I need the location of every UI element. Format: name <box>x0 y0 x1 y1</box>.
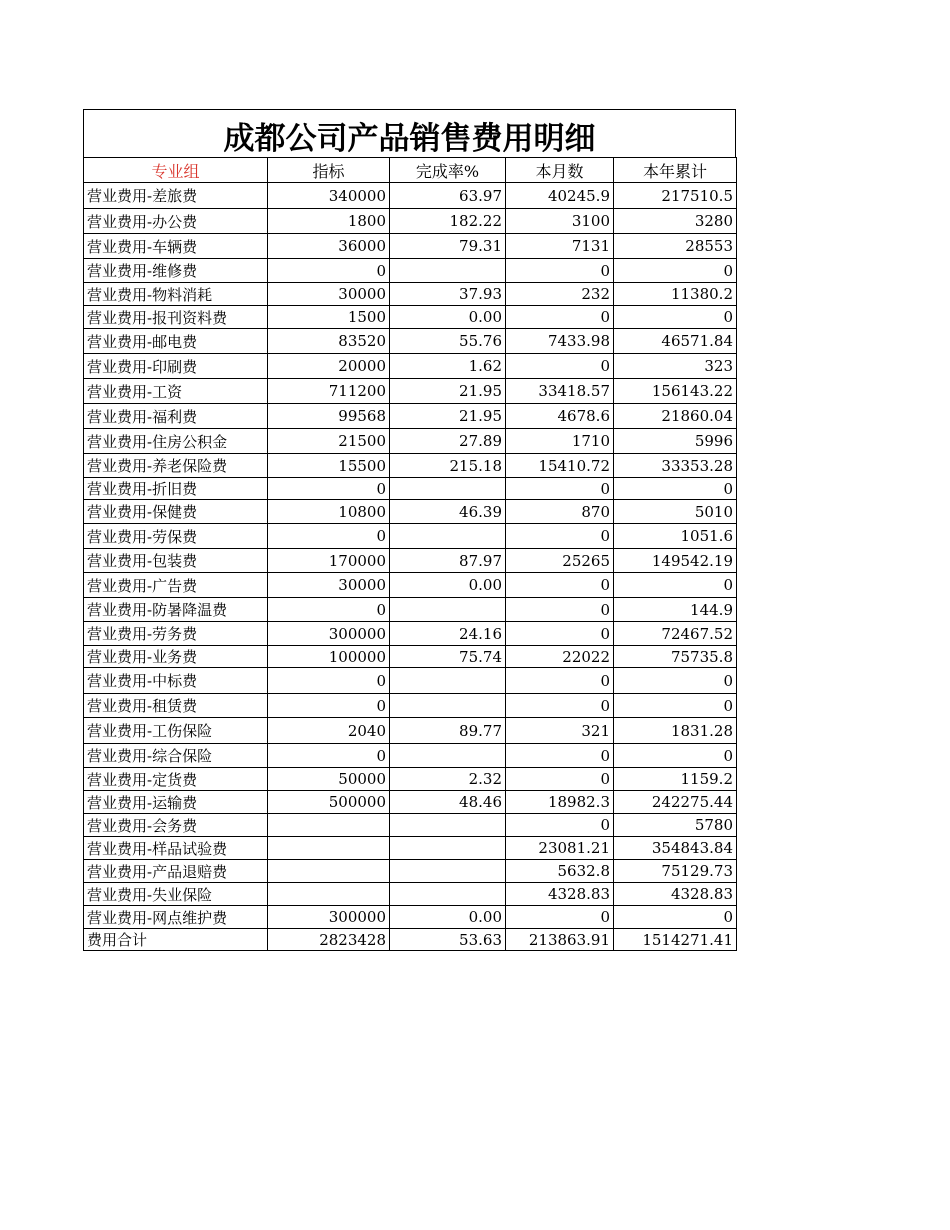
cell-year-to-date[interactable]: 33353.28 <box>614 454 737 478</box>
cell-this-month[interactable]: 870 <box>506 500 614 524</box>
cell-label[interactable]: 营业费用-邮电费 <box>84 329 268 354</box>
table-row <box>84 549 737 573</box>
cell-target[interactable]: 83520 <box>268 329 390 354</box>
table-row <box>84 454 737 478</box>
cell-year-to-date[interactable]: 75735.8 <box>614 646 737 668</box>
cell-completion-rate[interactable] <box>390 883 506 906</box>
cell-target[interactable]: 2040 <box>268 718 390 744</box>
header-cell-completion-rate[interactable]: 完成率% <box>390 158 506 183</box>
cell-completion-rate[interactable]: 48.46 <box>390 791 506 814</box>
table-row <box>84 306 737 329</box>
cell-this-month[interactable]: 3100 <box>506 209 614 234</box>
cell-target[interactable]: 0 <box>268 598 390 622</box>
cell-this-month[interactable]: 0 <box>506 259 614 283</box>
cell-this-month[interactable]: 0 <box>506 668 614 694</box>
cell-year-to-date[interactable]: 1051.6 <box>614 524 737 549</box>
cell-label[interactable]: 营业费用-租赁费 <box>84 694 268 718</box>
cell-this-month[interactable]: 18982.3 <box>506 791 614 814</box>
cell-label[interactable]: 营业费用-产品退赔费 <box>84 860 268 883</box>
cell-completion-rate[interactable]: 21.95 <box>390 379 506 404</box>
cell-this-month[interactable]: 0 <box>506 354 614 379</box>
cell-label[interactable]: 营业费用-住房公积金 <box>84 429 268 454</box>
cell-label[interactable]: 营业费用-维修费 <box>84 259 268 283</box>
cell-completion-rate[interactable] <box>390 814 506 837</box>
cell-label[interactable]: 营业费用-福利费 <box>84 404 268 429</box>
cell-this-month[interactable]: 4678.6 <box>506 404 614 429</box>
header-cell-group[interactable]: 专业组 <box>84 158 268 183</box>
cell-year-to-date[interactable]: 242275.44 <box>614 791 737 814</box>
table-row <box>84 183 737 209</box>
cell-target[interactable]: 1500 <box>268 306 390 329</box>
cell-completion-rate[interactable] <box>390 598 506 622</box>
cell-target[interactable]: 20000 <box>268 354 390 379</box>
cell-target[interactable]: 170000 <box>268 549 390 573</box>
cell-target[interactable]: 10800 <box>268 500 390 524</box>
table-row <box>84 234 737 259</box>
cell-completion-rate[interactable]: 46.39 <box>390 500 506 524</box>
cell-label[interactable]: 营业费用-网点维护费 <box>84 906 268 929</box>
table-row <box>84 768 737 791</box>
cell-this-month[interactable]: 0 <box>506 524 614 549</box>
cell-completion-rate[interactable]: 0.00 <box>390 906 506 929</box>
header-row <box>84 158 737 183</box>
cell-year-to-date[interactable]: 5010 <box>614 500 737 524</box>
cell-this-month[interactable]: 321 <box>506 718 614 744</box>
cell-completion-rate[interactable] <box>390 478 506 500</box>
cell-completion-rate[interactable]: 53.63 <box>390 929 506 951</box>
cell-target[interactable]: 36000 <box>268 234 390 259</box>
cell-target[interactable]: 30000 <box>268 573 390 598</box>
cell-completion-rate[interactable] <box>390 860 506 883</box>
cell-completion-rate[interactable] <box>390 694 506 718</box>
sheet-title: 成都公司产品销售费用明细 <box>83 109 736 157</box>
table-row <box>84 478 737 500</box>
cell-target[interactable]: 500000 <box>268 791 390 814</box>
cell-label[interactable]: 营业费用-印刷费 <box>84 354 268 379</box>
cell-this-month[interactable]: 40245.9 <box>506 183 614 209</box>
cell-this-month[interactable]: 23081.21 <box>506 837 614 860</box>
cell-this-month[interactable]: 4328.83 <box>506 883 614 906</box>
cell-year-to-date[interactable]: 0 <box>614 573 737 598</box>
table-row <box>84 524 737 549</box>
cell-completion-rate[interactable]: 87.97 <box>390 549 506 573</box>
cell-this-month[interactable]: 0 <box>506 906 614 929</box>
cell-year-to-date[interactable]: 1159.2 <box>614 768 737 791</box>
cell-completion-rate[interactable]: 55.76 <box>390 329 506 354</box>
cell-completion-rate[interactable] <box>390 259 506 283</box>
table-row <box>84 694 737 718</box>
table-row <box>84 429 737 454</box>
cell-year-to-date[interactable]: 0 <box>614 259 737 283</box>
cell-label[interactable]: 营业费用-广告费 <box>84 573 268 598</box>
cell-this-month[interactable]: 0 <box>506 598 614 622</box>
cell-target[interactable] <box>268 814 390 837</box>
header-cell-target[interactable]: 指标 <box>268 158 390 183</box>
cell-year-to-date[interactable]: 21860.04 <box>614 404 737 429</box>
table-row <box>84 837 737 860</box>
cell-this-month[interactable]: 0 <box>506 768 614 791</box>
cell-target[interactable]: 0 <box>268 259 390 283</box>
cell-completion-rate[interactable]: 0.00 <box>390 306 506 329</box>
table-row <box>84 404 737 429</box>
table-row <box>84 379 737 404</box>
table-row <box>84 646 737 668</box>
table-row <box>84 883 737 906</box>
cell-label[interactable]: 营业费用-综合保险 <box>84 744 268 768</box>
cell-this-month[interactable]: 0 <box>506 573 614 598</box>
table-row <box>84 814 737 837</box>
cell-this-month[interactable]: 232 <box>506 283 614 306</box>
cell-target[interactable]: 2823428 <box>268 929 390 951</box>
table-row <box>84 283 737 306</box>
cell-label[interactable]: 营业费用-工资 <box>84 379 268 404</box>
table-row <box>84 744 737 768</box>
cell-target[interactable]: 0 <box>268 478 390 500</box>
cell-label[interactable]: 营业费用-劳保费 <box>84 524 268 549</box>
cell-target[interactable]: 50000 <box>268 768 390 791</box>
cell-year-to-date[interactable]: 3280 <box>614 209 737 234</box>
cell-target[interactable]: 300000 <box>268 906 390 929</box>
cell-target[interactable]: 0 <box>268 524 390 549</box>
cell-target[interactable]: 340000 <box>268 183 390 209</box>
cell-this-month[interactable]: 0 <box>506 478 614 500</box>
cell-completion-rate[interactable]: 182.22 <box>390 209 506 234</box>
cell-target[interactable]: 0 <box>268 694 390 718</box>
cell-year-to-date[interactable]: 354843.84 <box>614 837 737 860</box>
cell-label[interactable]: 营业费用-失业保险 <box>84 883 268 906</box>
cell-this-month[interactable]: 5632.8 <box>506 860 614 883</box>
cell-target[interactable] <box>268 860 390 883</box>
cell-label[interactable]: 营业费用-运输费 <box>84 791 268 814</box>
cell-target[interactable]: 300000 <box>268 622 390 646</box>
cell-year-to-date[interactable]: 0 <box>614 668 737 694</box>
cell-year-to-date[interactable]: 75129.73 <box>614 860 737 883</box>
cell-completion-rate[interactable]: 1.62 <box>390 354 506 379</box>
cell-target[interactable] <box>268 837 390 860</box>
cell-label[interactable]: 营业费用-保健费 <box>84 500 268 524</box>
table-row <box>84 791 737 814</box>
cell-target[interactable]: 0 <box>268 668 390 694</box>
cell-label[interactable]: 营业费用-工伤保险 <box>84 718 268 744</box>
cell-this-month[interactable]: 7433.98 <box>506 329 614 354</box>
cell-year-to-date[interactable]: 72467.52 <box>614 622 737 646</box>
header-cell-year-to-date[interactable]: 本年累计 <box>614 158 737 183</box>
cell-label[interactable]: 营业费用-防暑降温费 <box>84 598 268 622</box>
cell-label[interactable]: 营业费用-中标费 <box>84 668 268 694</box>
cell-label[interactable]: 营业费用-样品试验费 <box>84 837 268 860</box>
cell-year-to-date[interactable]: 1514271.41 <box>614 929 737 951</box>
cell-label[interactable]: 营业费用-定货费 <box>84 768 268 791</box>
cell-label[interactable]: 营业费用-养老保险费 <box>84 454 268 478</box>
cell-completion-rate[interactable]: 75.74 <box>390 646 506 668</box>
spreadsheet <box>83 109 736 951</box>
cell-this-month[interactable]: 0 <box>506 622 614 646</box>
table-row <box>84 906 737 929</box>
cell-this-month[interactable]: 1710 <box>506 429 614 454</box>
cell-label[interactable]: 营业费用-包装费 <box>84 549 268 573</box>
cell-year-to-date[interactable]: 5780 <box>614 814 737 837</box>
table-row <box>84 354 737 379</box>
cell-label[interactable]: 营业费用-业务费 <box>84 646 268 668</box>
table-row <box>84 573 737 598</box>
table-row <box>84 598 737 622</box>
total-row <box>84 929 737 951</box>
cell-target[interactable]: 30000 <box>268 283 390 306</box>
cell-completion-rate[interactable] <box>390 668 506 694</box>
table-row <box>84 209 737 234</box>
table-row <box>84 668 737 694</box>
cell-year-to-date[interactable]: 4328.83 <box>614 883 737 906</box>
header-cell-this-month[interactable]: 本月数 <box>506 158 614 183</box>
cell-target[interactable]: 21500 <box>268 429 390 454</box>
cell-completion-rate[interactable]: 27.89 <box>390 429 506 454</box>
cell-year-to-date[interactable]: 0 <box>614 744 737 768</box>
table-row <box>84 622 737 646</box>
cell-year-to-date[interactable]: 0 <box>614 478 737 500</box>
cell-target[interactable]: 99568 <box>268 404 390 429</box>
cell-completion-rate[interactable]: 21.95 <box>390 404 506 429</box>
cell-this-month[interactable]: 0 <box>506 694 614 718</box>
cell-this-month[interactable]: 0 <box>506 814 614 837</box>
cell-year-to-date[interactable]: 0 <box>614 906 737 929</box>
cell-this-month[interactable]: 33418.57 <box>506 379 614 404</box>
cell-target[interactable]: 0 <box>268 744 390 768</box>
cell-this-month[interactable]: 25265 <box>506 549 614 573</box>
cell-this-month[interactable]: 213863.91 <box>506 929 614 951</box>
cell-label[interactable]: 营业费用-办公费 <box>84 209 268 234</box>
cell-completion-rate[interactable]: 0.00 <box>390 573 506 598</box>
table-row <box>84 259 737 283</box>
cell-target[interactable]: 15500 <box>268 454 390 478</box>
cell-year-to-date[interactable]: 46571.84 <box>614 329 737 354</box>
table-row <box>84 500 737 524</box>
table-row <box>84 329 737 354</box>
cell-year-to-date[interactable]: 144.9 <box>614 598 737 622</box>
cell-this-month[interactable]: 0 <box>506 306 614 329</box>
table-row <box>84 860 737 883</box>
cell-target[interactable]: 1800 <box>268 209 390 234</box>
cell-target[interactable]: 100000 <box>268 646 390 668</box>
cell-this-month[interactable]: 22022 <box>506 646 614 668</box>
cell-this-month[interactable]: 15410.72 <box>506 454 614 478</box>
cell-completion-rate[interactable]: 37.93 <box>390 283 506 306</box>
cell-label[interactable]: 营业费用-车辆费 <box>84 234 268 259</box>
cell-this-month[interactable]: 0 <box>506 744 614 768</box>
cell-year-to-date[interactable]: 323 <box>614 354 737 379</box>
cell-label[interactable]: 费用合计 <box>84 929 268 951</box>
cell-completion-rate[interactable]: 63.97 <box>390 183 506 209</box>
cell-year-to-date[interactable]: 1831.28 <box>614 718 737 744</box>
cell-completion-rate[interactable] <box>390 837 506 860</box>
cell-this-month[interactable]: 7131 <box>506 234 614 259</box>
cell-label[interactable]: 营业费用-差旅费 <box>84 183 268 209</box>
cell-year-to-date[interactable]: 5996 <box>614 429 737 454</box>
cell-year-to-date[interactable]: 0 <box>614 694 737 718</box>
expense-table <box>83 157 737 951</box>
cell-label[interactable]: 营业费用-折旧费 <box>84 478 268 500</box>
cell-label[interactable]: 营业费用-会务费 <box>84 814 268 837</box>
cell-target[interactable] <box>268 883 390 906</box>
cell-year-to-date[interactable]: 149542.19 <box>614 549 737 573</box>
cell-target[interactable]: 711200 <box>268 379 390 404</box>
cell-completion-rate[interactable]: 79.31 <box>390 234 506 259</box>
cell-year-to-date[interactable]: 28553 <box>614 234 737 259</box>
cell-year-to-date[interactable]: 156143.22 <box>614 379 737 404</box>
cell-label[interactable]: 营业费用-报刊资料费 <box>84 306 268 329</box>
cell-label[interactable]: 营业费用-物料消耗 <box>84 283 268 306</box>
cell-year-to-date[interactable]: 217510.5 <box>614 183 737 209</box>
cell-completion-rate[interactable]: 2.32 <box>390 768 506 791</box>
cell-completion-rate[interactable] <box>390 744 506 768</box>
cell-year-to-date[interactable]: 0 <box>614 306 737 329</box>
cell-completion-rate[interactable]: 89.77 <box>390 718 506 744</box>
cell-completion-rate[interactable] <box>390 524 506 549</box>
cell-completion-rate[interactable]: 24.16 <box>390 622 506 646</box>
cell-label[interactable]: 营业费用-劳务费 <box>84 622 268 646</box>
cell-year-to-date[interactable]: 11380.2 <box>614 283 737 306</box>
cell-completion-rate[interactable]: 215.18 <box>390 454 506 478</box>
table-row <box>84 718 737 744</box>
